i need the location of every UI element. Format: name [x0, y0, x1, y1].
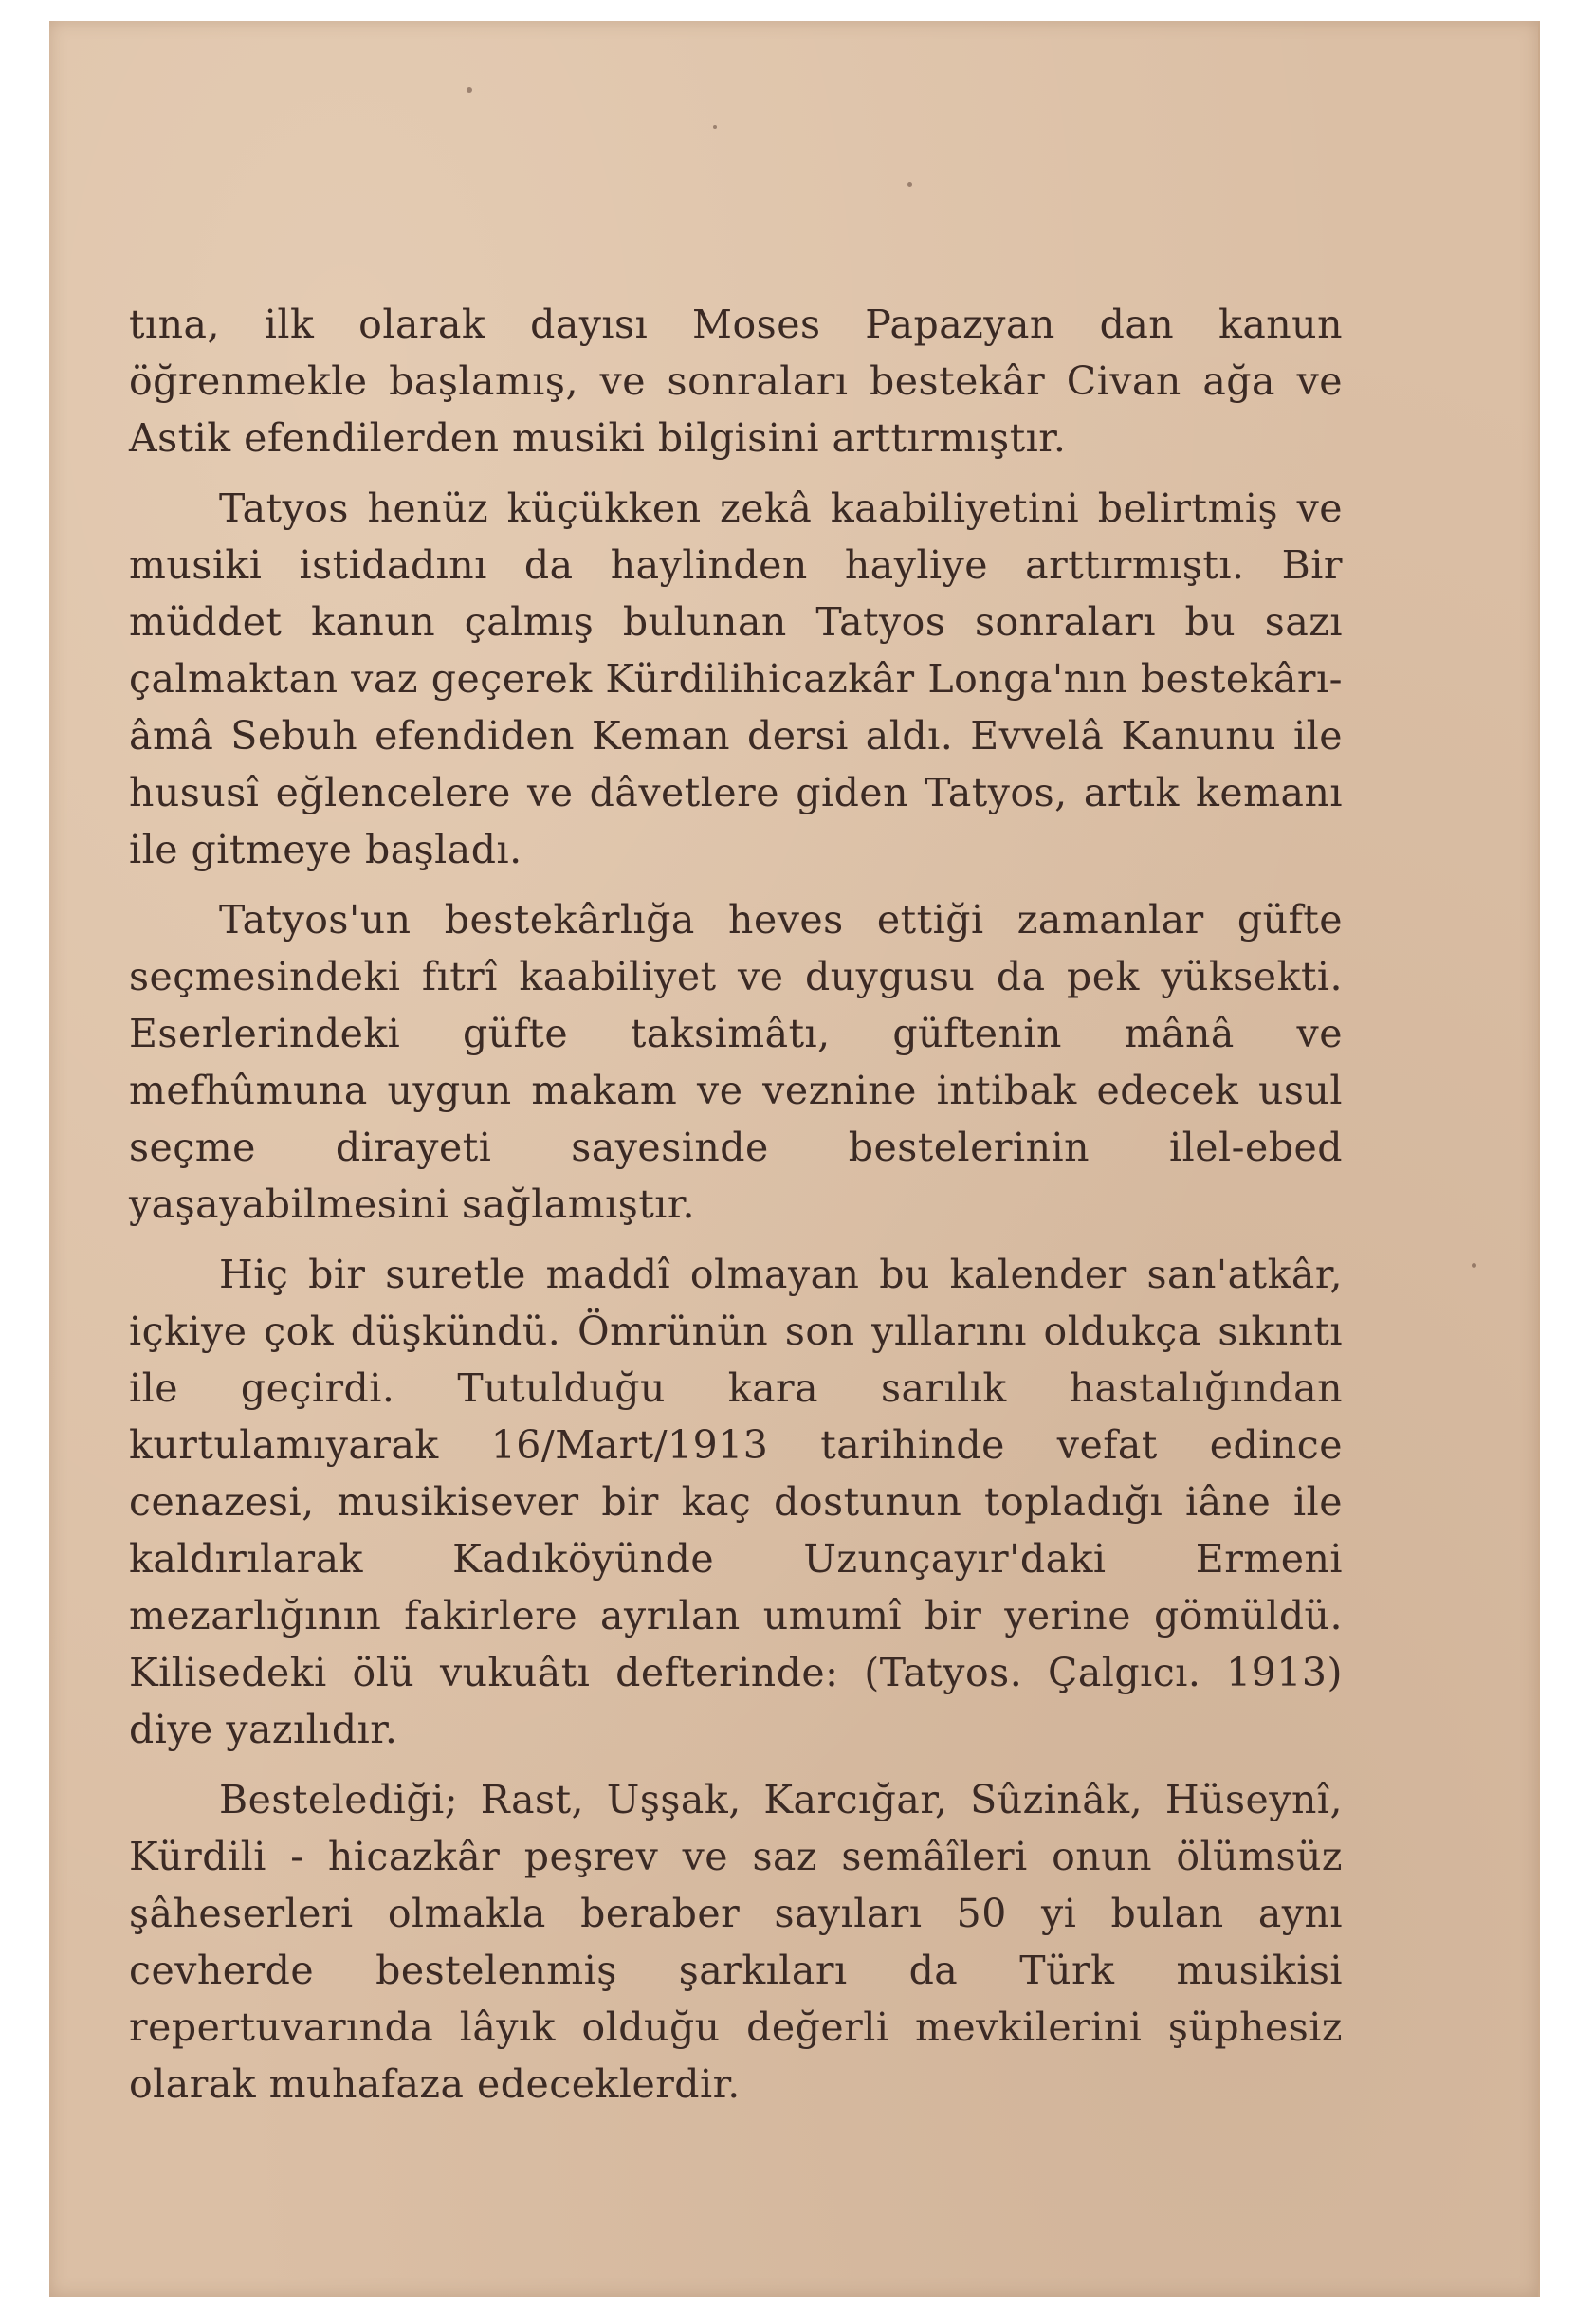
paragraph: Tatyos henüz küçükken zekâ kaabiliyetini belirtmiş ve musiki istidadını da haylinden hayliye arttırmıştı. Bir müddet kanun çalmış bulunan Tatyos sonraları bu sazı çalmaktan vaz geçerek Kürdilihicazkâr Longa'nın bestekârı-âmâ Sebuh efendiden Keman dersi aldı. Evvelâ Kanunu ile hususî eğlencelere ve dâvetlere giden Tatyos, artık kemanı ile gitmeye başladı. — [129, 485, 1343, 872]
paper-speck — [713, 125, 717, 129]
article-body — [129, 296, 1343, 2113]
paragraph-continuation: tına, ilk olarak dayısı Moses Papazyan dan kanun öğrenmekle başlamış, ve sonraları bestekâr Civan ağa ve Astik efendilerden musiki bilgisini arttırmıştır. — [129, 302, 1343, 461]
paragraph: Tatyos'un bestekârlığa heves ettiği zamanlar güfte seçmesindeki fıtrî kaabiliyet ve duygusu da pek yüksekti. Eserlerindeki güfte taksimâtı, güftenin mânâ ve mefhûmuna uygun makam ve veznine intibak edecek usul seçme dirayeti sayesinde bestelerinin ilel-ebed yaşayabilmesini sağlamıştır. — [129, 897, 1343, 1227]
paper-speck — [1472, 1263, 1476, 1268]
paper-speck — [907, 182, 912, 187]
paper-speck — [467, 87, 472, 93]
paragraph: Hiç bir suretle maddî olmayan bu kalender san'atkâr, içkiye çok düşkündü. Ömrünün son yıllarını oldukça sıkıntı ile geçirdi. Tutulduğu kara sarılık hastalığından kurtulamıyarak 16/Mart/1913 tarihinde vefat edince cenazesi, musikisever bir kaç dostunun topladığı iâne ile kaldırılarak Kadıköyünde Uzunçayır'daki Ermeni mezarlığının fakirlere ayrılan umumî bir yerine gömüldü. Kilisedeki ölü vukuâtı defterinde: (Tatyos. Çalgıcı. 1913) diye yazılıdır. — [129, 1252, 1343, 1752]
paragraph: Bestelediği; Rast, Uşşak, Karcığar, Sûzinâk, Hüseynî, Kürdili - hicazkâr peşrev ve saz semâîleri onun ölümsüz şâheserleri olmakla beraber sayıları 50 yi bulan aynı cevherde bestelenmiş şarkıları da Türk musikisi repertuvarında lâyık olduğu değerli mevkilerini şüphesiz olarak muhafaza edeceklerdir. — [129, 1777, 1343, 2107]
newspaper-clipping — [49, 21, 1540, 2297]
